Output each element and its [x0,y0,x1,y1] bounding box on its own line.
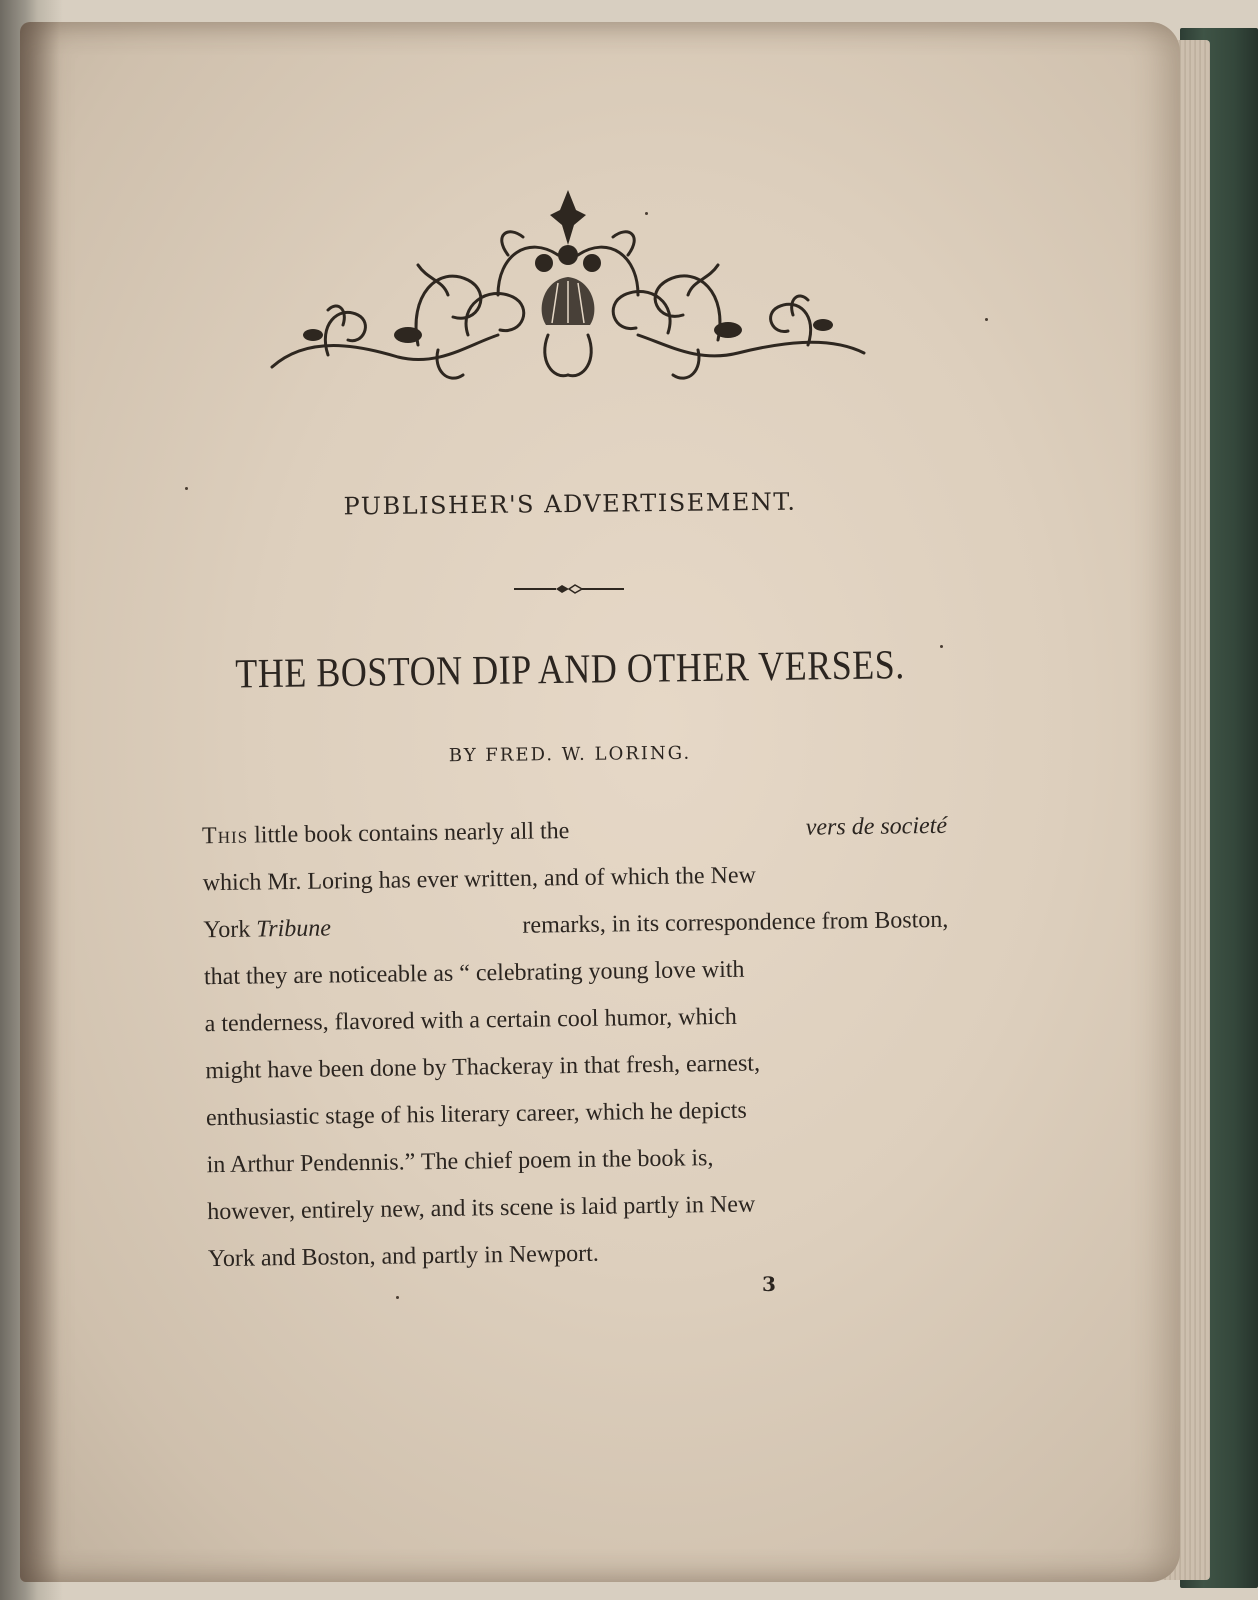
spine-shadow [20,22,60,1582]
text-segment: little book contains nearly all the [253,818,570,849]
text-segment: a tenderness, flavored with a certain cool humor, which [204,1003,738,1038]
book-title: THE BOSTON DIP AND OTHER VERSES. [235,641,905,697]
text-segment: might have been done by Thackeray in that fresh, earnest, [205,1050,761,1085]
author-byline: BY FRED. W. LORING. [448,742,692,767]
text-segment: however, entirely new, and its scene is laid partly in New [207,1191,756,1226]
text-segment: York [203,916,251,944]
text-segment: that they are noticeable as “ celebrating young love with [203,956,745,991]
small-caps-word: This [201,822,249,850]
paper-speck [645,212,648,215]
decorative-headpiece-ornament [268,185,868,390]
paper-speck [396,1296,399,1299]
paper-speck [185,487,188,490]
text-segment: enthusiastic stage of his literary career, which he depicts [205,1097,747,1132]
italic-phrase: Tribune [256,915,332,943]
page-heading: PUBLISHER'S ADVERTISEMENT. [343,487,797,521]
text-segment: York and Boston, and partly in Newport. [207,1240,600,1273]
paper-speck [985,318,988,321]
paper-speck [940,645,943,648]
text-segment: remarks, in its correspondence from Boston, [522,906,949,939]
page-number: 3 [762,1272,776,1296]
advertisement-body [202,803,953,1283]
decorative-rule [514,582,624,596]
text-segment: which Mr. Loring has ever written, and of which the New [202,862,757,897]
italic-phrase: vers de societé [805,812,948,841]
text-segment: in Arthur Pendennis.” The chief poem in the book is, [206,1145,714,1179]
